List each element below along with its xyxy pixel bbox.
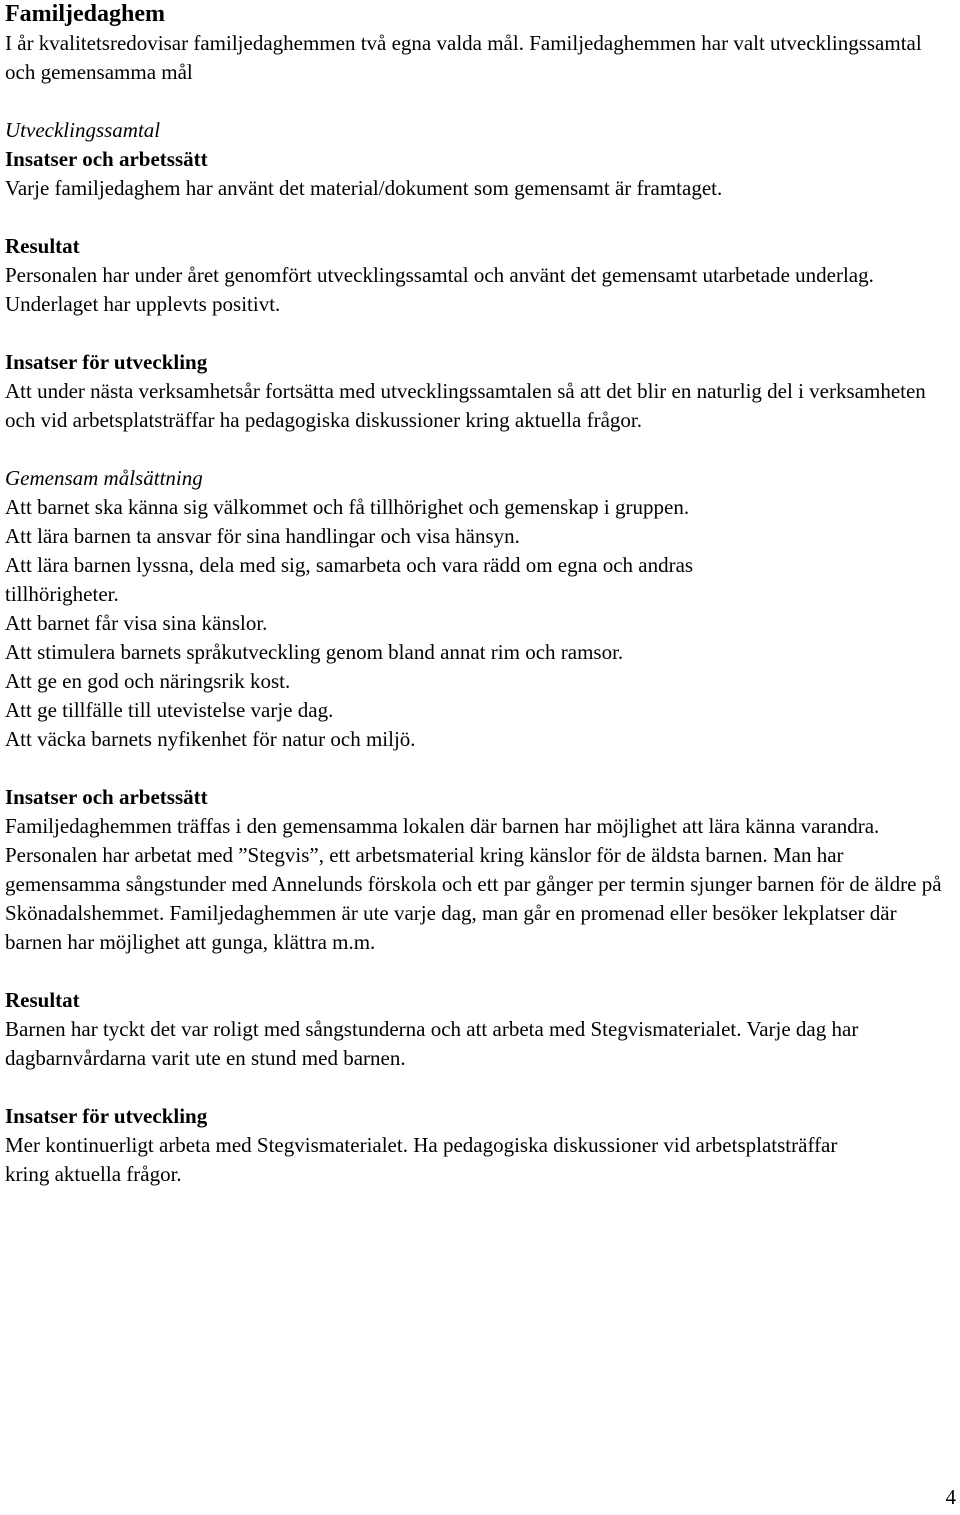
goal-item: Att väcka barnets nyfikenhet för natur och miljö. — [5, 727, 416, 751]
section1-resultat-heading: Resultat — [5, 234, 80, 258]
section2-insatser-heading: Insatser och arbetssätt — [5, 785, 208, 809]
section2-utveckling-text: Mer kontinuerligt arbeta med Stegvismaterialet. Ha pedagogiska diskussioner vid arbetsplatsträffar kring aktuella frågor. — [5, 1133, 838, 1186]
goal-item: Att barnet får visa sina känslor. — [5, 611, 268, 635]
goals-list — [5, 493, 955, 754]
goal-item: Att lära barnen ta ansvar för sina handlingar och visa hänsyn. — [5, 524, 520, 548]
section-gemensam-malsattning-title: Gemensam målsättning — [5, 466, 203, 490]
section1-insatser-text: Varje familjedaghem har använt det material/dokument som gemensamt är framtaget. — [5, 176, 723, 200]
section1-utveckling-text: Att under nästa verksamhetsår fortsätta med utvecklingssamtalen så att det blir en naturlig del i verksamheten och vid arbetsplatsträffar ha pedagogiska diskussioner kring aktuella frågor. — [5, 379, 926, 432]
section1-utveckling-heading: Insatser för utveckling — [5, 350, 208, 374]
document-title: Familjedaghem — [5, 1, 165, 27]
section1-resultat-text: Personalen har under året genomfört utvecklingssamtal och använt det gemensamt utarbetade underlag. Underlaget har upplevts positivt. — [5, 263, 874, 316]
goal-item: Att stimulera barnets språkutveckling genom bland annat rim och ramsor. — [5, 640, 624, 664]
intro-paragraph: I år kvalitetsredovisar familjedaghemmen två egna valda mål. Familjedaghemmen har valt utvecklingssamtal och gemensamma mål — [5, 31, 922, 84]
section-utvecklingssamtal-title: Utvecklingssamtal — [5, 118, 161, 142]
document-page — [5, 0, 955, 1189]
goal-item: Att ge tillfälle till utevistelse varje dag. — [5, 698, 334, 722]
section1-insatser-heading: Insatser och arbetssätt — [5, 147, 208, 171]
goal-item: Att ge en god och näringsrik kost. — [5, 669, 291, 693]
section2-utveckling-heading: Insatser för utveckling — [5, 1104, 208, 1128]
section2-resultat-heading: Resultat — [5, 988, 80, 1012]
goal-item: Att barnet ska känna sig välkommet och få tillhörighet och gemenskap i gruppen. — [5, 495, 690, 519]
page-number: 4 — [945, 1485, 956, 1509]
section2-resultat-text: Barnen har tyckt det var roligt med sångstunderna och att arbeta med Stegvismaterialet. Varje dag har dagbarnvårdarna varit ute en stund med barnen. — [5, 1017, 859, 1070]
goal-item: Att lära barnen lyssna, dela med sig, samarbeta och vara rädd om egna och andras tillhörigheter. — [5, 553, 694, 606]
section2-insatser-text: Familjedaghemmen träffas i den gemensamma lokalen där barnen har möjlighet att lära känna varandra. Personalen har arbetat med ”Stegvis”, ett arbetsmaterial kring känslor för de äldsta barnen. Man har gemensamma sångstunder med Annelunds förskola och ett par gånger per termin sjunger barnen för de äldre på Skönadalshemmet. Familjedaghemmen är ute varje dag, man går en promenad eller besöker lekplatser där barnen har möjlighet att gunga, klättra m.m. — [5, 814, 942, 954]
